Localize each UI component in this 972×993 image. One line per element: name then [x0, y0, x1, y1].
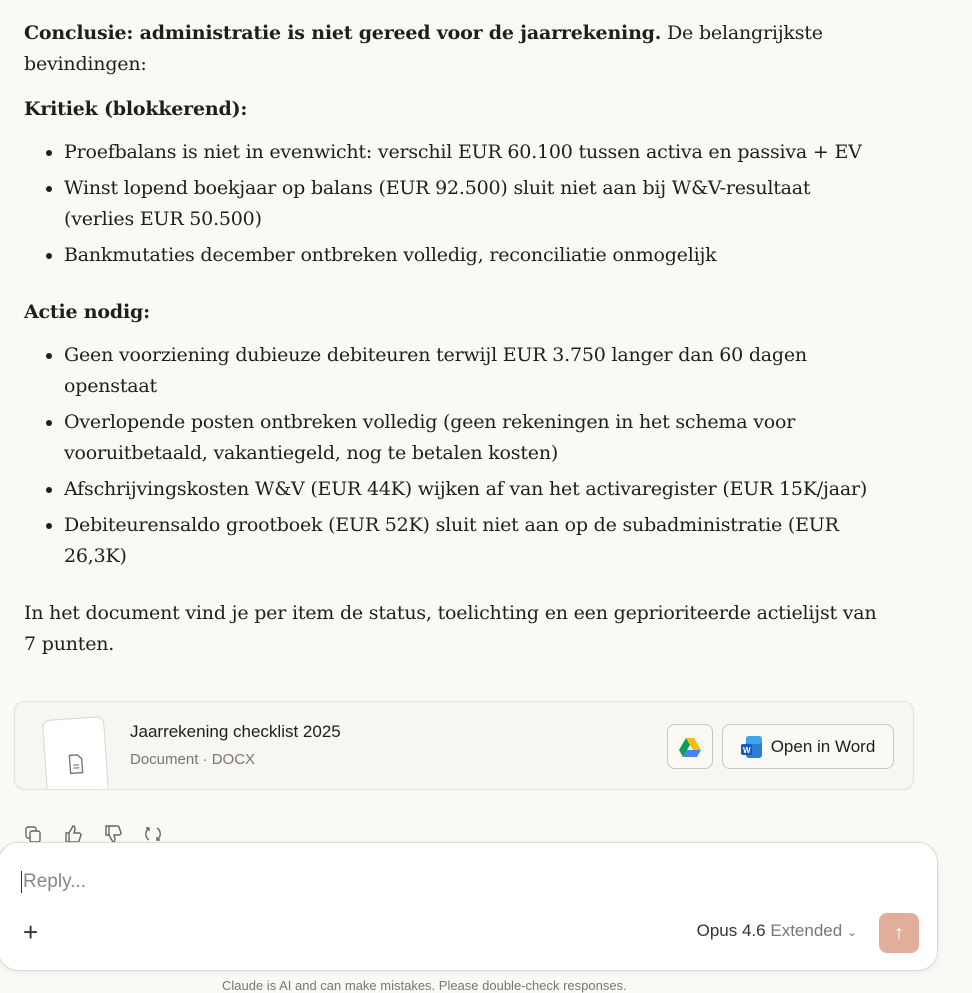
assistant-message — [24, 18, 884, 672]
critical-heading: Kritiek (blokkerend): — [24, 98, 248, 120]
add-attachment-button[interactable]: + — [23, 917, 39, 947]
list-item: • Overlopende posten ontbreken volledig (geen rekeningen in het schema voor vooruitbetaald, vakantiegeld, nog te betalen kosten) — [64, 407, 884, 469]
chevron-down-icon: ⌄ — [846, 925, 857, 939]
open-in-word-button[interactable]: W Open in Word — [722, 724, 894, 769]
conclusion: Conclusie: administratie is niet gereed voor de jaarrekening. De belangrijkste bevindingen: — [24, 22, 823, 75]
reply-input[interactable]: Reply... — [23, 871, 87, 892]
closing-text: In het document vind je per item de status, toelichting en een geprioriteerde actielijst van 7 punten. — [24, 602, 877, 655]
send-button[interactable] — [879, 913, 919, 953]
disclaimer: Claude is AI and can make mistakes. Please double-check responses. — [222, 978, 627, 993]
model-selector[interactable]: Opus 4.6 Extended ⌄ — [696, 921, 857, 940]
svg-text:W: W — [742, 745, 751, 755]
google-drive-button[interactable] — [667, 724, 713, 769]
document-icon — [42, 716, 110, 790]
list-item: • Proefbalans is niet in evenwicht: verschil EUR 60.100 tussen activa en passiva + EV — [64, 137, 884, 168]
list-item: • Afschrijvingskosten W&V (EUR 44K) wijken af van het activaregister (EUR 15K/jaar) — [64, 474, 884, 505]
action-list — [24, 340, 884, 572]
composer — [0, 842, 938, 971]
list-item: • Debiteurensaldo grootboek (EUR 52K) sluit niet aan op de subadministratie (EUR 26,3K) — [64, 510, 884, 572]
action-heading: Actie nodig: — [24, 301, 150, 323]
list-item: • Geen voorziening dubieuze debiteuren terwijl EUR 3.750 langer dan 60 dagen openstaat — [64, 340, 884, 402]
arrow-up-icon: ↑ — [894, 921, 904, 944]
list-item: • Bankmutaties december ontbreken volledig, reconciliatie onmogelijk — [64, 240, 884, 271]
attachment-subtitle: Document · DOCX — [130, 751, 256, 768]
attachment-title: Jaarrekening checklist 2025 — [130, 722, 341, 741]
list-item: • Winst lopend boekjaar op balans (EUR 92.500) sluit niet aan bij W&V-resultaat (verlies EUR 50.500) — [64, 173, 884, 235]
word-icon — [741, 735, 763, 759]
google-drive-icon — [679, 737, 701, 757]
attachment-card[interactable] — [14, 701, 914, 790]
critical-list — [24, 137, 884, 271]
